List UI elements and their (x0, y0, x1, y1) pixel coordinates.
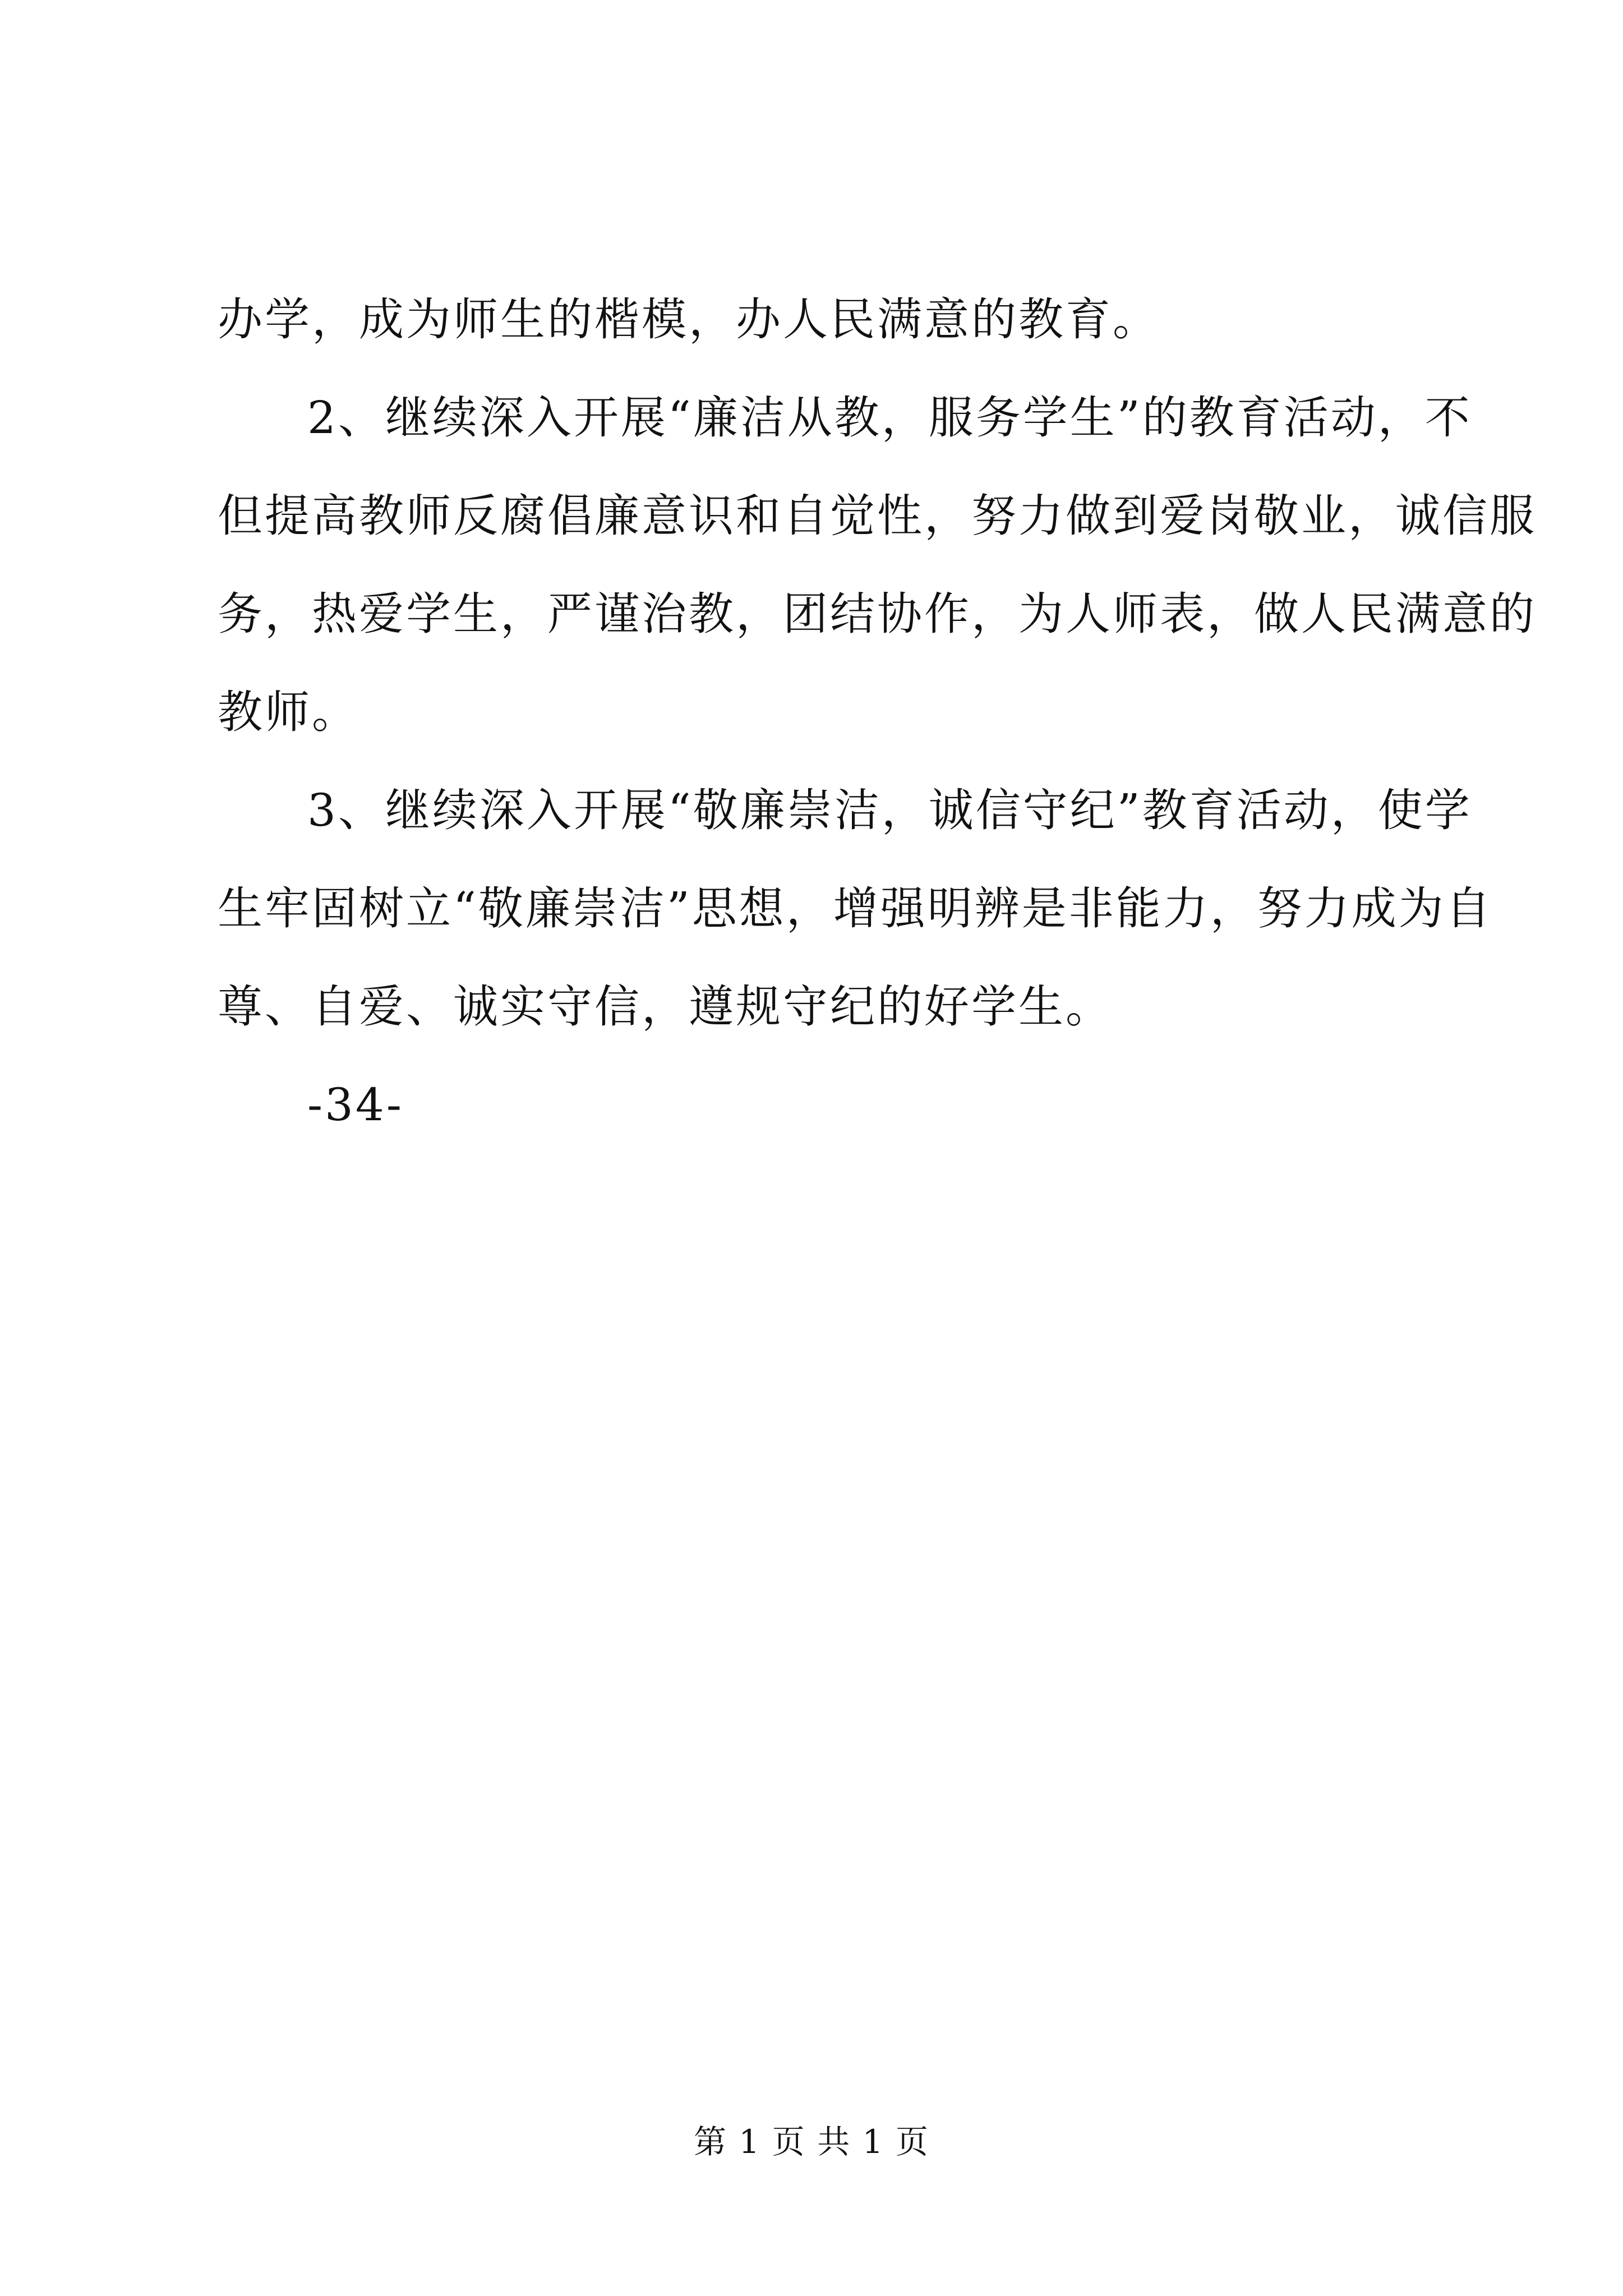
inline-page-number: -34- (307, 1079, 404, 1131)
paragraph-2-line-1: 2、继续深入开展“廉洁从教，服务学生”的教育活动，不 (307, 392, 1472, 444)
paragraph-3-line-1: 3、继续深入开展“敬廉崇洁，诚信守纪”教育活动，使学 (307, 784, 1472, 836)
paragraph-2-line-2: 但提高教师反腐倡廉意识和自觉性，努力做到爱岗敬业，诚信服 (218, 490, 1537, 542)
paragraph-3-line-2: 生牢固树立“敬廉崇洁”思想，增强明辨是非能力，努力成为自 (218, 882, 1493, 935)
page-footer: 第 1 页 共 1 页 (694, 2123, 929, 2161)
paragraph-2-line-4: 教师。 (218, 686, 359, 738)
paragraph-1-line-1: 办学，成为师生的楷模，办人民满意的教育。 (218, 293, 1160, 346)
paragraph-3-line-3: 尊、自爱、诚实守信，遵规守纪的好学生。 (218, 981, 1113, 1033)
paragraph-2-line-3: 务，热爱学生，严谨治教，团结协作，为人师表，做人民满意的 (218, 588, 1537, 640)
